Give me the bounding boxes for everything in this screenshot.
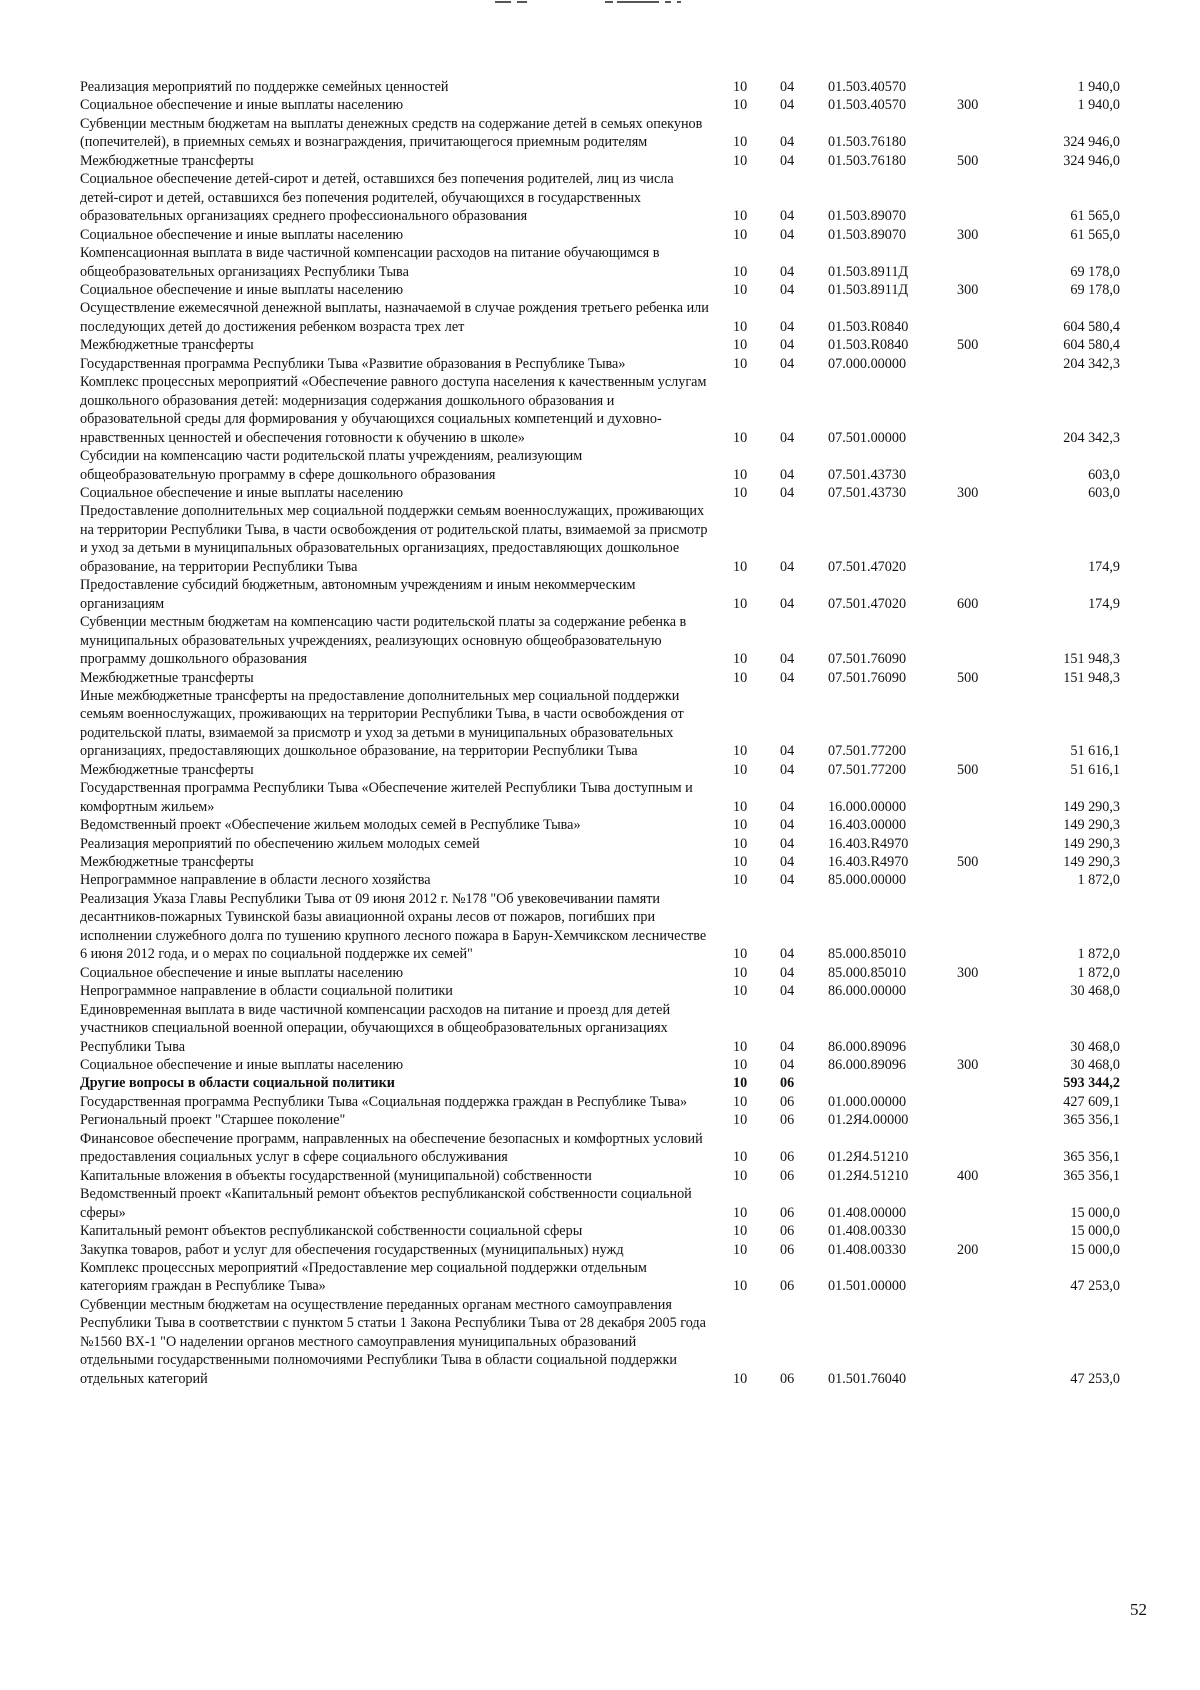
row-name: Ведомственный проект «Обеспечение жильем молодых семей в Республике Тыва»: [80, 817, 581, 834]
table-row: [80, 244, 1120, 281]
table-row: [80, 1259, 1120, 1296]
row-amount: 15 000,0: [1070, 1223, 1120, 1240]
row-target-article: 01.503.8911Д: [828, 281, 909, 298]
row-subsection-code: 04: [780, 946, 795, 963]
row-section-code: 10: [733, 226, 748, 243]
row-section-code: 10: [733, 761, 748, 778]
row-amount: 427 609,1: [1063, 1093, 1120, 1110]
row-amount: 30 468,0: [1070, 983, 1120, 1000]
row-name: Предоставление субсидий бюджетным, автономным учреждениям и иным некоммерческим организациям: [80, 577, 636, 612]
row-subsection-code: 04: [780, 152, 795, 169]
row-subsection-code: 04: [780, 263, 795, 280]
row-section-code: 10: [733, 595, 748, 612]
row-target-article: 07.501.76090: [828, 651, 907, 668]
row-amount: 51 616,1: [1070, 743, 1120, 760]
table-row: [80, 761, 1120, 779]
row-target-article: 85.000.85010: [828, 946, 907, 963]
row-name: Социальное обеспечение и иные выплаты населению: [80, 484, 404, 501]
table-row: [80, 502, 1120, 576]
table-row: [80, 1296, 1120, 1388]
row-amount: 174,9: [1088, 595, 1120, 612]
row-subsection-code: 04: [780, 429, 795, 446]
row-target-article: 01.2Я4.51210: [828, 1149, 909, 1166]
row-subsection-code: 04: [780, 1038, 795, 1055]
table-row: [80, 96, 1120, 114]
row-section-code: 10: [733, 1241, 748, 1258]
table-row: [80, 669, 1120, 687]
row-target-article: 01.000.00000: [828, 1093, 907, 1110]
row-name: Иные межбюджетные трансферты на предоставление дополнительных мер социальной поддержки семьям военнослужащих, проживающих на территории Республики Тыва, в части освобождения от родительской платы, взимаемой за присмотр и уход за детьми в муниципальных образовательных организациях, предоставляющих дошкольное образование, на территории Республики Тыва: [80, 687, 684, 760]
row-subsection-code: 04: [780, 337, 795, 354]
table-row: [80, 336, 1120, 354]
row-amount: 365 356,1: [1063, 1167, 1120, 1184]
row-amount: 365 356,1: [1063, 1112, 1120, 1129]
row-expense-type: 500: [957, 669, 979, 686]
row-name: Государственная программа Республики Тыва «Социальная поддержка граждан в Республике Тыва»: [80, 1093, 688, 1110]
row-subsection-code: 04: [780, 226, 795, 243]
row-subsection-code: 04: [780, 558, 795, 575]
row-target-article: 86.000.00000: [828, 983, 907, 1000]
row-name: Социальное обеспечение и иные выплаты населению: [80, 281, 404, 298]
row-name: Ведомственный проект «Капитальный ремонт объектов республиканской собственности социальной сферы»: [80, 1186, 692, 1221]
table-row: [80, 170, 1120, 225]
row-subsection-code: 04: [780, 651, 795, 668]
row-amount: 604 580,4: [1063, 318, 1120, 335]
row-subsection-code: 04: [780, 817, 795, 834]
row-amount: 603,0: [1088, 484, 1120, 501]
row-subsection-code: 06: [780, 1093, 795, 1110]
row-amount: 69 178,0: [1070, 281, 1120, 298]
table-row: [80, 613, 1120, 668]
table-row: [80, 835, 1120, 853]
row-name: Капитальный ремонт объектов республиканской собственности социальной сферы: [80, 1223, 583, 1240]
row-name: Реализация мероприятий по обеспечению жильем молодых семей: [80, 835, 480, 852]
row-subsection-code: 06: [780, 1223, 795, 1240]
row-section-code: 10: [733, 429, 748, 446]
row-subsection-code: 06: [780, 1370, 795, 1387]
table-row: [80, 1167, 1120, 1185]
row-subsection-code: 04: [780, 854, 795, 871]
row-name: Предоставление дополнительных мер социальной поддержки семьям военнослужащих, проживающих на территории Республики Тыва, в части освобождения от родительской платы, взимаемой за присмотр и уход за детьми в муниципальных образовательных организациях, предоставляющих дошкольное образование, на территории Республики Тыва: [80, 503, 708, 575]
row-amount: 61 565,0: [1070, 226, 1120, 243]
row-amount: 15 000,0: [1070, 1241, 1120, 1258]
row-section-code: 10: [733, 208, 748, 225]
table-row: [80, 871, 1120, 889]
row-target-article: 01.2Я4.51210: [828, 1167, 909, 1184]
row-section-code: 10: [733, 872, 748, 889]
row-expense-type: 500: [957, 337, 979, 354]
row-section-code: 10: [733, 743, 748, 760]
row-section-code: 10: [733, 669, 748, 686]
row-subsection-code: 04: [780, 872, 795, 889]
row-amount: 151 948,3: [1063, 651, 1120, 668]
row-target-article: 07.501.76090: [828, 669, 907, 686]
row-section-code: 10: [733, 651, 748, 668]
row-name: Субвенции местным бюджетам на осуществление переданных органам местного самоуправления Республики Тыва в соответствии с пунктом 5 статьи 1 Закона Республики Тыва от 28 декабря 2005 года №1560 ВХ-1 "О наделении органов местного самоуправления муниципальных образований отдельными государственными полномочиями Республики Тыва в области социальной поддержки отдельных категорий: [80, 1296, 706, 1387]
row-section-code: 10: [733, 281, 748, 298]
table-row: [80, 1093, 1120, 1111]
row-subsection-code: 06: [780, 1075, 795, 1092]
row-section-code: 10: [733, 1223, 748, 1240]
row-target-article: 01.503.R0840: [828, 318, 909, 335]
row-target-article: 07.501.77200: [828, 743, 907, 760]
table-row: [80, 373, 1120, 447]
row-target-article: 07.000.00000: [828, 355, 907, 372]
row-target-article: 01.501.76040: [828, 1370, 907, 1387]
row-amount: 69 178,0: [1070, 263, 1120, 280]
row-amount: 51 616,1: [1070, 761, 1120, 778]
table-row: [80, 484, 1120, 502]
row-subsection-code: 06: [780, 1204, 795, 1221]
row-name: Комплекс процессных мероприятий «Предоставление мер социальной поддержки отдельным категориям граждан в Республике Тыва»: [80, 1260, 647, 1295]
row-amount: 47 253,0: [1070, 1370, 1120, 1387]
table-row: [80, 1074, 1120, 1092]
row-expense-type: 300: [957, 1057, 979, 1074]
row-amount: 149 290,3: [1063, 798, 1120, 815]
page-number: 52: [1130, 1600, 1147, 1619]
row-section-code: 10: [733, 835, 748, 852]
table-row: [80, 1222, 1120, 1240]
row-section-code: 10: [733, 817, 748, 834]
row-amount: 15 000,0: [1070, 1204, 1120, 1221]
row-name: Социальное обеспечение детей-сирот и детей, оставшихся без попечения родителей, лиц из числа детей-сирот и детей, оставшихся без попечения родителей, обучающихся в государственных образовательных организациях среднего профессионального образования: [80, 171, 674, 225]
row-name: Межбюджетные трансферты: [80, 669, 254, 686]
row-name: Финансовое обеспечение программ, направленных на обеспечение безопасных и комфортных условий предоставления социальных услуг в сфере социального обслуживания: [80, 1130, 703, 1166]
row-target-article: 01.408.00330: [828, 1223, 907, 1240]
table-row: [80, 853, 1120, 871]
row-section-code: 10: [733, 263, 748, 280]
table-row: [80, 779, 1120, 816]
table-row: [80, 355, 1120, 373]
row-name: Региональный проект "Старшее поколение": [80, 1112, 346, 1129]
row-expense-type: 500: [957, 761, 979, 778]
row-section-code: 10: [733, 558, 748, 575]
row-target-article: 07.501.43730: [828, 466, 907, 483]
row-target-article: 01.408.00000: [828, 1204, 907, 1221]
row-target-article: 16.403.00000: [828, 817, 907, 834]
row-target-article: 01.503.40570: [828, 79, 907, 95]
row-amount: 1 872,0: [1077, 872, 1120, 889]
row-target-article: 01.2Я4.00000: [828, 1112, 909, 1129]
row-target-article: 01.503.76180: [828, 152, 907, 169]
row-section-code: 10: [733, 1167, 748, 1184]
row-expense-type: 300: [957, 281, 979, 298]
row-target-article: 85.000.00000: [828, 872, 907, 889]
row-amount: 593 344,2: [1063, 1075, 1120, 1092]
table-row: [80, 982, 1120, 1000]
row-name: Реализация Указа Главы Республики Тыва от 09 июня 2012 г. №178 "Об увековечивании памяти десантников-пожарных Тувинской базы авиационной охраны лесов от пожаров, погибших при исполнении служебного долга по тушению крупного лесного пожара в Барун-Хемчикском лесничестве 6 июня 2012 года, и о мерах по социальной поддержке их семей": [80, 890, 707, 963]
row-target-article: 01.503.R0840: [828, 337, 909, 354]
table-row: [80, 299, 1120, 336]
row-amount: 204 342,3: [1063, 355, 1120, 372]
table-row: [80, 447, 1120, 484]
row-expense-type: 400: [957, 1167, 979, 1184]
table-row: [80, 576, 1120, 613]
row-amount: 1 940,0: [1077, 97, 1120, 114]
table-row: [80, 890, 1120, 964]
row-target-article: 01.503.8911Д: [828, 263, 909, 280]
row-subsection-code: 04: [780, 484, 795, 501]
row-subsection-code: 04: [780, 595, 795, 612]
table-row: [80, 78, 1120, 96]
row-target-article: 01.503.89070: [828, 208, 907, 225]
row-amount: 149 290,3: [1063, 854, 1120, 871]
row-section-code: 10: [733, 134, 748, 151]
row-section-code: 10: [733, 79, 748, 95]
row-subsection-code: 04: [780, 355, 795, 372]
row-section-code: 10: [733, 798, 748, 815]
row-name: Социальное обеспечение и иные выплаты населению: [80, 1057, 404, 1074]
row-target-article: 86.000.89096: [828, 1038, 907, 1055]
row-name: Другие вопросы в области социальной политики: [80, 1075, 395, 1092]
row-name: Социальное обеспечение и иные выплаты населению: [80, 226, 404, 243]
row-expense-type: 300: [957, 226, 979, 243]
table-row: [80, 1185, 1120, 1222]
row-name: Межбюджетные трансферты: [80, 152, 254, 169]
row-section-code: 10: [733, 1370, 748, 1387]
row-section-code: 10: [733, 484, 748, 501]
row-name: Государственная программа Республики Тыва «Развитие образования в Республике Тыва»: [80, 355, 626, 372]
row-section-code: 10: [733, 1038, 748, 1055]
row-section-code: 10: [733, 97, 748, 114]
row-section-code: 10: [733, 1204, 748, 1221]
row-target-article: 01.408.00330: [828, 1241, 907, 1258]
row-target-article: 16.403.R4970: [828, 835, 909, 852]
row-amount: 365 356,1: [1063, 1149, 1120, 1166]
row-subsection-code: 06: [780, 1167, 795, 1184]
row-section-code: 10: [733, 964, 748, 981]
row-target-article: 16.403.R4970: [828, 854, 909, 871]
row-amount: 603,0: [1088, 466, 1120, 483]
table-row: [80, 115, 1120, 152]
row-name: Субсидии на компенсацию части родительской платы учреждениям, реализующим общеобразовательную программу в сфере дошкольного образования: [80, 448, 583, 483]
row-expense-type: 300: [957, 484, 979, 501]
row-subsection-code: 04: [780, 761, 795, 778]
row-target-article: 07.501.47020: [828, 595, 907, 612]
row-name: Капитальные вложения в объекты государственной (муниципальной) собственности: [80, 1167, 592, 1184]
row-subsection-code: 04: [780, 964, 795, 981]
row-name: Закупка товаров, работ и услуг для обеспечения государственных (муниципальных) нужд: [80, 1241, 624, 1258]
row-subsection-code: 04: [780, 743, 795, 760]
row-expense-type: 500: [957, 152, 979, 169]
row-amount: 47 253,0: [1070, 1278, 1120, 1295]
row-subsection-code: 04: [780, 1057, 795, 1074]
row-section-code: 10: [733, 1149, 748, 1166]
row-name: Социальное обеспечение и иные выплаты населению: [80, 964, 404, 981]
row-subsection-code: 04: [780, 983, 795, 1000]
row-name: Межбюджетные трансферты: [80, 854, 254, 871]
row-target-article: 07.501.47020: [828, 558, 907, 575]
table-row: [80, 816, 1120, 834]
row-target-article: 01.501.00000: [828, 1278, 907, 1295]
row-section-code: 10: [733, 1093, 748, 1110]
row-section-code: 10: [733, 1075, 748, 1092]
row-subsection-code: 06: [780, 1241, 795, 1258]
row-target-article: 01.503.40570: [828, 97, 907, 114]
row-target-article: 85.000.85010: [828, 964, 907, 981]
row-name: Реализация мероприятий по поддержке семейных ценностей: [80, 79, 449, 95]
row-subsection-code: 04: [780, 97, 795, 114]
row-subsection-code: 04: [780, 835, 795, 852]
table-row: [80, 281, 1120, 299]
row-name: Социальное обеспечение и иные выплаты населению: [80, 97, 404, 114]
row-amount: 61 565,0: [1070, 208, 1120, 225]
row-amount: 204 342,3: [1063, 429, 1120, 446]
table-row: [80, 1056, 1120, 1074]
row-name: Комплекс процессных мероприятий «Обеспечение равного доступа населения к качественным услугам дошкольного образования детей: модернизация содержания дошкольного образования и образовательной среды для формирования у обучающихся социальных компетенций и духовно-нравственных ценностей и обеспечения готовности к обучению в школе»: [80, 374, 707, 446]
row-target-article: 16.000.00000: [828, 798, 907, 815]
row-name: Компенсационная выплата в виде частичной компенсации расходов на питание обучающимся в общеобразовательных организациях Республики Тыва: [80, 245, 660, 280]
row-target-article: 86.000.89096: [828, 1057, 907, 1074]
row-subsection-code: 04: [780, 466, 795, 483]
row-section-code: 10: [733, 337, 748, 354]
row-section-code: 10: [733, 854, 748, 871]
row-amount: 30 468,0: [1070, 1057, 1120, 1074]
row-expense-type: 600: [957, 595, 979, 612]
row-subsection-code: 06: [780, 1149, 795, 1166]
row-name: Государственная программа Республики Тыва «Обеспечение жителей Республики Тыва доступным и комфортным жильем»: [80, 780, 693, 815]
row-amount: 1 940,0: [1077, 79, 1120, 95]
row-section-code: 10: [733, 983, 748, 1000]
row-subsection-code: 04: [780, 134, 795, 151]
row-amount: 324 946,0: [1063, 134, 1120, 151]
table-row: [80, 152, 1120, 170]
row-amount: 151 948,3: [1063, 669, 1120, 686]
row-subsection-code: 04: [780, 79, 795, 95]
row-name: Осуществление ежемесячной денежной выплаты, назначаемой в случае рождения третьего ребенка или последующих детей до достижения ребенком возраста трех лет: [80, 300, 709, 335]
row-name: Единовременная выплата в виде частичной компенсации расходов на питание и проезд для детей участников специальной военной операции, обучающихся в общеобразовательных организациях Республики Тыва: [80, 1001, 671, 1055]
row-subsection-code: 04: [780, 318, 795, 335]
table-row: [80, 226, 1120, 244]
row-amount: 324 946,0: [1063, 152, 1120, 169]
row-target-article: 07.501.77200: [828, 761, 907, 778]
row-name: Субвенции местным бюджетам на выплаты денежных средств на содержание детей в семьях опекунов (попечителей), в приемных семьях и вознаграждения, причитающегося приемным родителям: [80, 115, 703, 151]
scan-edge-marks: [495, 0, 745, 4]
row-subsection-code: 04: [780, 798, 795, 815]
row-amount: 149 290,3: [1063, 835, 1120, 852]
row-target-article: 07.501.43730: [828, 484, 907, 501]
row-name: Субвенции местным бюджетам на компенсацию части родительской платы за содержание ребенка в муниципальных образовательных учреждениях, реализующих основную общеобразовательную программу дошкольного образования: [80, 614, 687, 668]
row-subsection-code: 04: [780, 208, 795, 225]
row-name: Непрограммное направление в области социальной политики: [80, 983, 453, 1000]
row-expense-type: 500: [957, 854, 979, 871]
table-row: [80, 687, 1120, 761]
row-section-code: 10: [733, 152, 748, 169]
row-expense-type: 300: [957, 964, 979, 981]
row-section-code: 10: [733, 355, 748, 372]
budget-table: [80, 78, 1120, 1388]
row-subsection-code: 04: [780, 281, 795, 298]
row-expense-type: 300: [957, 97, 979, 114]
row-subsection-code: 06: [780, 1112, 795, 1129]
row-section-code: 10: [733, 1278, 748, 1295]
row-amount: 1 872,0: [1077, 946, 1120, 963]
row-amount: 30 468,0: [1070, 1038, 1120, 1055]
table-row: [80, 1001, 1120, 1056]
table-row: [80, 1241, 1120, 1259]
row-section-code: 10: [733, 1057, 748, 1074]
row-amount: 149 290,3: [1063, 817, 1120, 834]
row-amount: 604 580,4: [1063, 337, 1120, 354]
row-section-code: 10: [733, 318, 748, 335]
row-name: Непрограммное направление в области лесного хозяйства: [80, 872, 431, 889]
row-target-article: 01.503.76180: [828, 134, 907, 151]
row-name: Межбюджетные трансферты: [80, 337, 254, 354]
row-amount: 1 872,0: [1077, 964, 1120, 981]
row-target-article: 01.503.89070: [828, 226, 907, 243]
row-section-code: 10: [733, 466, 748, 483]
table-row: [80, 1130, 1120, 1167]
row-subsection-code: 04: [780, 669, 795, 686]
row-expense-type: 200: [957, 1241, 979, 1258]
row-amount: 174,9: [1088, 558, 1120, 575]
row-section-code: 10: [733, 1112, 748, 1129]
row-subsection-code: 06: [780, 1278, 795, 1295]
table-row: [80, 964, 1120, 982]
row-target-article: 07.501.00000: [828, 429, 907, 446]
row-name: Межбюджетные трансферты: [80, 761, 254, 778]
table-row: [80, 1111, 1120, 1129]
row-section-code: 10: [733, 946, 748, 963]
